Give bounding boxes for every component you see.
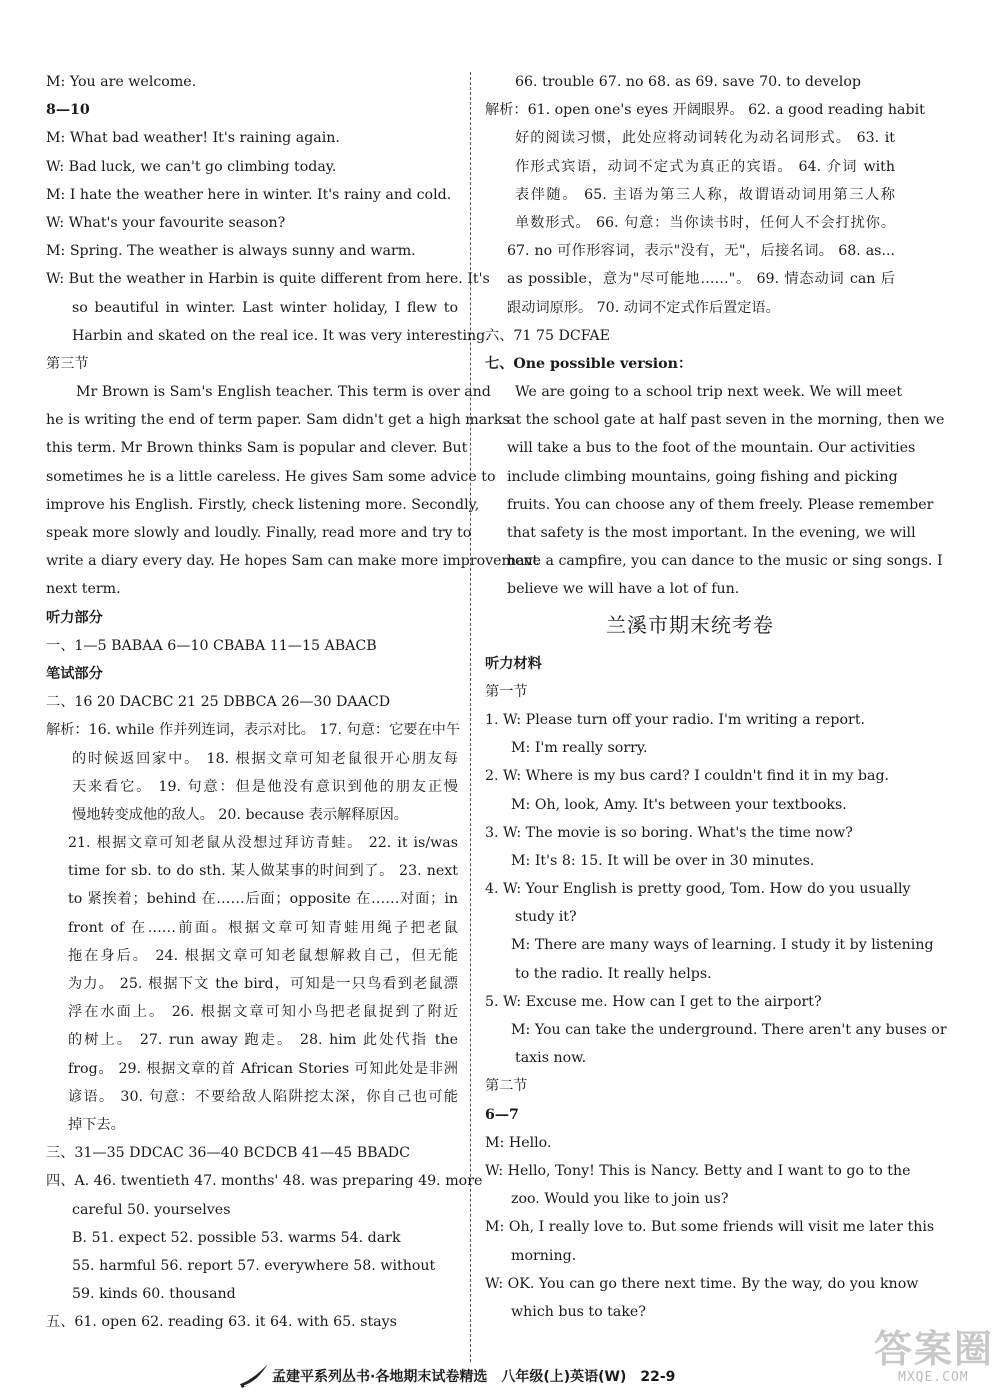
text-line: 天来看它。 19. 句意：但是他没有意识到他的朋友正慢 bbox=[72, 778, 458, 795]
text-line: M: What bad weather! It's raining again. bbox=[46, 130, 340, 147]
text-line: 听力材料 bbox=[485, 655, 542, 672]
text-line: 听力部分 bbox=[46, 609, 103, 626]
text-line: include climbing mountains, going fishing and picking bbox=[507, 468, 898, 485]
text-line: have a campfire, you can dance to the music or sing songs. I bbox=[507, 553, 943, 570]
column-divider bbox=[470, 72, 471, 1362]
right-column-bottom bbox=[485, 650, 947, 1327]
text-line: W: Bad luck, we can't go climbing today. bbox=[46, 158, 337, 175]
text-line: study it? bbox=[515, 909, 577, 926]
text-line: 笔试部分 bbox=[46, 665, 103, 682]
text-line: 3. W: The movie is so boring. What's the time now? bbox=[485, 824, 853, 841]
text-line: 的树上。 27. run away 跑走。 28. him 此处代指 the bbox=[68, 1032, 458, 1049]
text-line: 为力。 25. 根据下文 the bird，可知是一只鸟看到老鼠漂 bbox=[68, 976, 458, 992]
text-line: B. 51. expect 52. possible 53. warms 54. dark bbox=[72, 1229, 401, 1246]
text-line: M: It's 8: 15. It will be over in 30 minutes. bbox=[511, 852, 815, 869]
text-line: M: You can take the underground. There aren't any buses or bbox=[511, 1022, 947, 1038]
text-line: improve his English. Firstly, check listening more. Secondly, bbox=[46, 496, 480, 513]
text-line: M: I hate the weather here in winter. It's rainy and cold. bbox=[46, 186, 452, 203]
text-line: 拖在身后。 24. 根据文章可知老鼠想解救自己，但无能 bbox=[68, 947, 458, 964]
text-line: M: Hello. bbox=[485, 1134, 552, 1151]
text-line: W: But the weather in Harbin is quite different from here. It's bbox=[46, 271, 490, 288]
text-line: 第三节 bbox=[46, 355, 89, 372]
text-line: 掉下去。 bbox=[68, 1116, 125, 1133]
text-line: fruits. You can choose any of them freely. Please remember bbox=[507, 496, 934, 513]
text-line: 67. no 可作形容词，表示"没有，无"，后接名词。 68. as... bbox=[507, 243, 895, 260]
text-line: We are going to a school trip next week. We will meet bbox=[515, 384, 903, 401]
right-column bbox=[485, 68, 947, 1326]
text-line: which bus to take? bbox=[511, 1303, 646, 1320]
text-line: 第二节 bbox=[485, 1078, 528, 1095]
text-line: write a diary every day. He hopes Sam can make more improvement bbox=[46, 553, 539, 570]
text-line: as possible，意为"尽可能地……"。 69. 情态动词 can 后 bbox=[507, 271, 895, 288]
text-line: 表伴随。 65. 主语为第三人称，故谓语动词用第三人称 bbox=[515, 186, 895, 203]
text-line: 2. W: Where is my bus card? I couldn't find it in my bag. bbox=[485, 768, 890, 785]
text-line: morning. bbox=[511, 1247, 577, 1264]
watermark-logo: 答案圈 bbox=[874, 1327, 995, 1371]
text-line: time for sb. to do sth. 某人做某事的时间到了。 23. next bbox=[68, 863, 458, 880]
text-line: M: There are many ways of learning. I study it by listening bbox=[511, 937, 934, 954]
swoosh-logo-icon bbox=[238, 1362, 270, 1390]
text-line: Mr Brown is Sam's English teacher. This term is over and bbox=[76, 384, 491, 401]
right-column-top bbox=[485, 68, 945, 604]
text-line: next term. bbox=[46, 581, 121, 598]
text-line: 二、16 20 DACBC 21 25 DBBCA 26—30 DAACD bbox=[46, 694, 391, 711]
text-line: 66. trouble 67. no 68. as 69. save 70. to develop bbox=[515, 74, 861, 90]
text-line: 6—7 bbox=[485, 1106, 519, 1123]
text-line: M: I'm really sorry. bbox=[511, 740, 648, 757]
text-line: 59. kinds 60. thousand bbox=[72, 1286, 236, 1303]
text-line: front of 在……前面。根据文章可知青蛙用绳子把老鼠 bbox=[68, 919, 458, 936]
text-line: M: Oh, I really love to. But some friends will visit me later this bbox=[485, 1219, 935, 1236]
text-line: 1. W: Please turn off your radio. I'm writing a report. bbox=[485, 711, 866, 728]
text-line: M: You are welcome. bbox=[46, 74, 197, 90]
text-line: M: Oh, look, Amy. It's between your textbooks. bbox=[511, 796, 847, 813]
text-line: will take a bus to the foot of the mountain. Our activities bbox=[507, 440, 916, 457]
text-line: so beautiful in winter. Last winter holiday, I flew to bbox=[72, 299, 458, 316]
text-line: to the radio. It really helps. bbox=[515, 965, 712, 982]
exam-heading: 兰溪市期末统考卷 bbox=[606, 612, 774, 637]
text-line: 解析：16. while 作并列连词，表示对比。 17. 句意：它要在中午 bbox=[46, 722, 461, 739]
text-line: Harbin and skated on the real ice. It was very interesting. bbox=[72, 327, 490, 344]
text-line: 四、A. 46. twentieth 47. months' 48. was preparing 49. more bbox=[46, 1173, 483, 1190]
text-line: 跟动词原形。 70. 动词不定式作后置定语。 bbox=[507, 299, 780, 316]
text-line: W: OK. You can go there next time. By the way, do you know bbox=[485, 1275, 919, 1292]
text-line: 作形式宾语，动词不定式为真正的宾语。 64. 介词 with bbox=[515, 158, 895, 175]
text-line: M: Spring. The weather is always sunny and warm. bbox=[46, 243, 416, 260]
footer-text: 孟建平系列丛书·各地期末试卷精选 八年级(上)英语(W) 22-9 bbox=[272, 1369, 676, 1385]
text-line: 慢地转变成他的敌人。 20. because 表示解释原因。 bbox=[72, 806, 408, 823]
text-line: 六、71 75 DCFAE bbox=[485, 327, 610, 344]
text-line: that safety is the most important. In the evening, we will bbox=[507, 525, 916, 541]
text-line: 单数形式。 66. 句意：当你读书时，任何人不会打扰你。 bbox=[515, 214, 895, 231]
text-line: W: Hello, Tony! This is Nancy. Betty and I want to go to the bbox=[485, 1162, 911, 1179]
text-line: 8—10 bbox=[46, 102, 90, 119]
text-line: 一、1—5 BABAA 6—10 CBABA 11—15 ABACB bbox=[46, 637, 377, 654]
text-line: 七、One possible version： bbox=[485, 355, 693, 372]
text-line: 的时候返回家中。 18. 根据文章可知老鼠很开心朋友每 bbox=[72, 750, 458, 767]
text-line: 谚语。 30. 句意：不要给敌人陷阱挖太深，你自己也可能 bbox=[68, 1088, 458, 1105]
text-line: W: What's your favourite season? bbox=[46, 214, 286, 231]
text-line: believe we will have a lot of fun. bbox=[507, 581, 740, 598]
text-line: careful 50. yourselves bbox=[72, 1201, 231, 1218]
text-line: at the school gate at half past seven in the morning, then we bbox=[507, 412, 945, 429]
text-line: frog。 29. 根据文章的首 African Stories 可知此处是非洲 bbox=[68, 1060, 458, 1077]
text-line: 浮在水面上。 26. 根据文章可知小鸟把老鼠捉到了附近 bbox=[68, 1004, 458, 1021]
text-line: 第一节 bbox=[485, 683, 528, 700]
footer bbox=[0, 1362, 1000, 1392]
text-line: to 紧挨着；behind 在……后面；opposite 在……对面；in bbox=[68, 891, 458, 908]
watermark bbox=[870, 1318, 996, 1396]
text-line: 4. W: Your English is pretty good, Tom. How do you usually bbox=[485, 881, 911, 898]
text-line: sometimes he is a little careless. He gives Sam some advice to bbox=[46, 468, 496, 485]
text-line: he is writing the end of term paper. Sam didn't get a high marks bbox=[46, 412, 510, 429]
text-line: taxis now. bbox=[515, 1050, 587, 1067]
text-line: 解析：61. open one's eyes 开阔眼界。 62. a good reading habit bbox=[485, 102, 925, 119]
text-line: zoo. Would you like to join us? bbox=[511, 1191, 729, 1208]
text-line: 三、31—35 DDCAC 36—40 BCDCB 41—45 BBADC bbox=[46, 1145, 411, 1162]
text-line: speak more slowly and loudly. Finally, read more and try to bbox=[46, 525, 472, 541]
text-line: 5. W: Excuse me. How can I get to the airport? bbox=[485, 993, 822, 1010]
text-line: 五、61. open 62. reading 63. it 64. with 65. stays bbox=[46, 1314, 397, 1331]
watermark-url: MXQE.COM bbox=[898, 1370, 969, 1385]
text-line: this term. Mr Brown thinks Sam is popular and clever. But bbox=[46, 440, 468, 457]
text-line: 55. harmful 56. report 57. everywhere 58. without bbox=[72, 1257, 436, 1274]
text-line: 21. 根据文章可知老鼠从没想过拜访青蛙。 22. it is/was bbox=[68, 835, 458, 852]
text-line: 好的阅读习惯，此处应将动词转化为动名词形式。 63. it bbox=[515, 130, 895, 147]
